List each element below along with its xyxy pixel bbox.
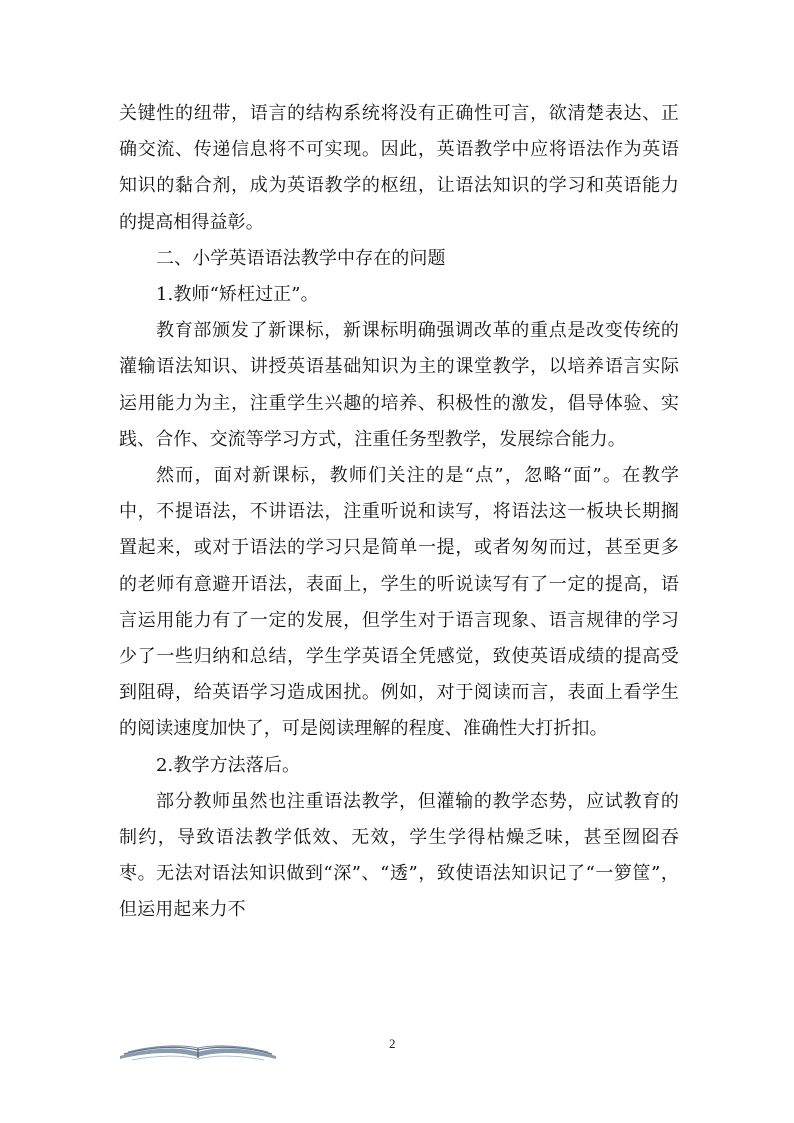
- page-number: 2: [389, 1036, 396, 1051]
- open-book-icon: [118, 1038, 278, 1062]
- paragraph-teaching-methods: 部分教师虽然也注重语法教学，但灌输的教学态势，应试教育的制约，导致语法教学低效、无效，学生学得枯燥乏味，甚至囫囵吞枣。无法对语法知识做到“深”、“透”，致使语法知识记了“一箩筐”，但运用起来力不: [119, 790, 679, 921]
- document-body: [119, 96, 679, 929]
- section-heading: 二、小学英语语法教学中存在的问题: [156, 247, 446, 269]
- paragraph-continuation: 关键性的纽带，语言的结构系统将没有正确性可言，欲清楚表达、正确交流、传递信息将不可实现。因此，英语教学中应将语法作为英语知识的黏合剂，成为英语教学的枢纽，让语法知识的学习和英语能力的提高相得益彰。: [119, 103, 679, 233]
- subsection-heading-2: 2.教学方法落后。: [156, 754, 301, 776]
- subsection-heading-1: 1.教师“矫枉过正”。: [156, 284, 319, 306]
- paragraph-however: 然而，面对新课标，教师们关注的是“点”，忽略“面”。在教学中，不提语法，不讲语法，注重听说和读写，将语法这一板块长期搁置起来，或对于语法的学习只是简单一提，或者匆匆而过，甚至更多的老师有意避开语法，表面上，学生的听说读写有了一定的提高，语言运用能力有了一定的发展，但学生对于语言现象、语言规律的学习少了一些归纳和总结，学生学英语全凭感觉，致使英语成绩的提高受到阻碍，给英语学习造成困扰。例如，对于阅读而言，表面上看学生的阅读速度加快了，可是阅读理解的程度、准确性大打折扣。: [119, 465, 679, 740]
- paragraph-new-curriculum: 教育部颁发了新课标，新课标明确强调改革的重点是改变传统的灌输语法知识、讲授英语基础知识为主的课堂教学，以培养语言实际运用能力为主，注重学生兴趣的培养、积极性的激发，倡导体验、实践、合作、交流等学习方式，注重任务型教学，发展综合能力。: [119, 320, 679, 450]
